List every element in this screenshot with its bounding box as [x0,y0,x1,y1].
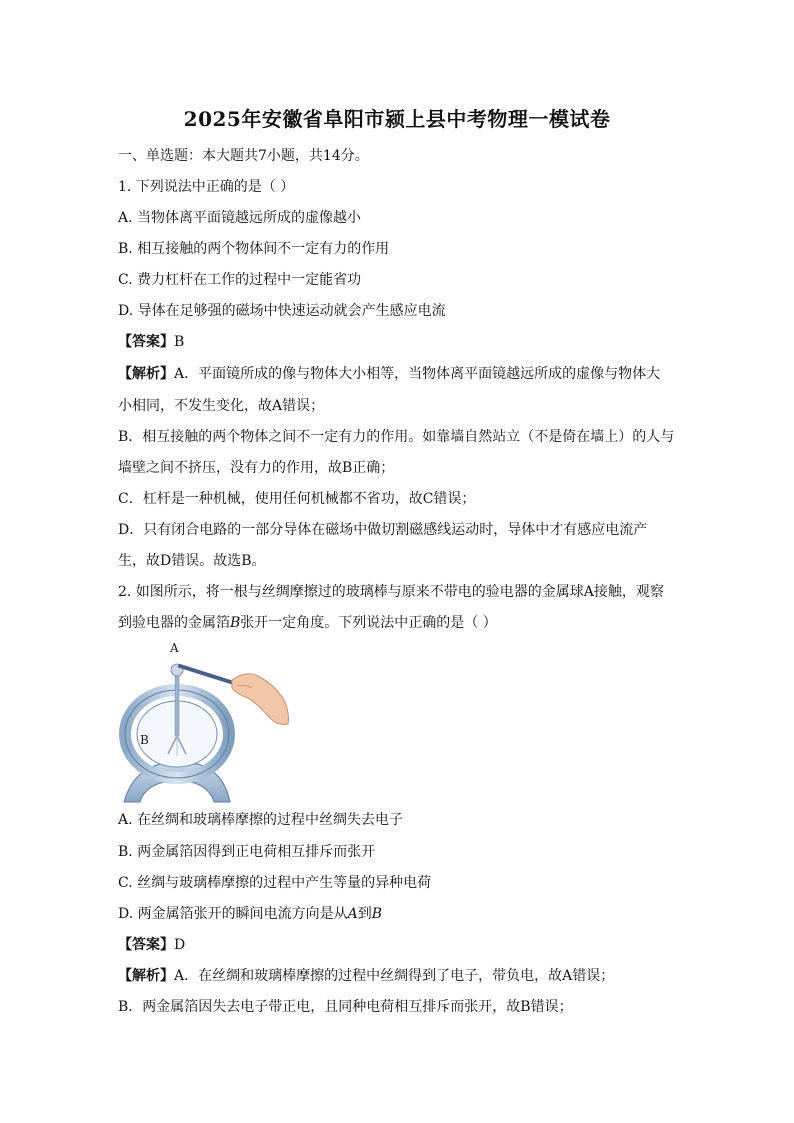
q1-analysis-line-7: 生，故D错误。故选B。 [118,553,266,569]
answer-value: B [174,334,185,350]
q2-option-d [118,904,382,924]
answer-tag: 【答案】 [118,937,174,953]
q2-stem-line-2 [118,613,497,633]
q1-option-c: C. 费力杠杆在工作的过程中一定能省功 [118,272,362,288]
analysis-text: A．在丝绸和玻璃棒摩擦的过程中丝绸得到了电子，带负电，故A错误； [174,968,615,984]
figure-label-a: A [170,641,179,655]
q1-analysis-line-3: B．相互接触的两个物体之间不一定有力的作用。如靠墙自然站立（不是倚在墙上）的人与 [118,429,675,445]
q1-option-d: D. 导体在足够强的磁场中快速运动就会产生感应电流 [118,303,446,319]
stem-variable-b: B [230,615,241,631]
option-variable-a: A [347,906,358,922]
q2-option-a: A. 在丝绸和玻璃棒摩擦的过程中丝绸失去电子 [118,812,404,828]
page-title: 2025年安徽省阜阳市颍上县中考物理一模试卷 [183,107,611,131]
q2-option-b: B. 两金属箔因得到正电荷相互排斥而张开 [118,844,376,860]
q1-option-a: A. 当物体离平面镜越远所成的虚像越小 [118,210,362,226]
stem-text: 张开一定角度。下列说法中正确的是（ ） [240,615,497,631]
q1-analysis-line-4: 墙壁之间不挤压，没有力的作用，故B正确； [118,460,395,476]
answer-tag: 【答案】 [118,334,174,350]
q2-analysis-line-1 [118,966,614,986]
q1-analysis-line-2: 小相同，不发生变化，故A错误； [118,398,325,414]
analysis-tag: 【解析】 [118,968,174,984]
q1-analysis-line-1 [118,364,660,384]
q1-answer [118,332,184,352]
figure-label-b: B [140,733,149,747]
q1-analysis-line-5: C．杠杆是一种机械，使用任何机械都不省功，故C错误； [118,491,476,507]
q1-analysis-line-6: D．只有闭合电路的一部分导体在磁场中做切割磁感线运动时，导体中才有感应电流产 [118,522,648,538]
section-heading: 一、单选题：本大题共7小题，共14分。 [118,148,369,164]
q1-option-b: B. 相互接触的两个物体间不一定有力的作用 [118,241,390,257]
q1-stem: 1. 下列说法中正确的是（ ） [118,179,295,195]
analysis-text: A．平面镜所成的像与物体大小相等，当物体离平面镜越远所成的虚像与物体大 [174,366,661,382]
glass-rod [180,666,240,685]
stem-text: 到验电器的金属箔 [118,615,230,631]
q2-analysis-line-2: B．两金属箔因失去电子带正电，且同种电荷相互排斥而张开，故B错误； [118,999,573,1015]
electroscope-figure [118,640,298,808]
option-text: 到 [357,906,372,922]
hand [232,674,289,725]
metal-rod [175,676,179,736]
option-variable-b: B [371,906,383,922]
answer-value: D [174,937,186,953]
analysis-tag: 【解析】 [118,366,174,382]
q2-answer [118,935,185,955]
option-text: D. 两金属箔张开的瞬间电流方向是从 [118,906,348,922]
q2-option-c: C. 丝绸与玻璃棒摩擦的过程中产生等量的异种电荷 [118,875,432,891]
q2-stem-line-1: 2. 如图所示，将一根与丝绸摩擦过的玻璃棒与原来不带电的验电器的金属球A接触，观察 [118,584,664,600]
